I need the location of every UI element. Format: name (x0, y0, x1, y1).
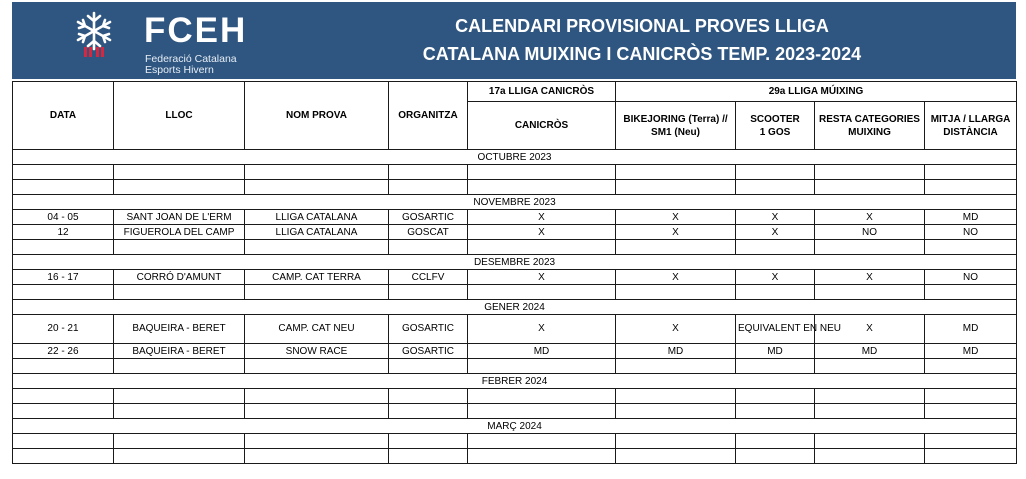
cell-resta: X (815, 270, 925, 285)
header-scooter-line1: SCOOTER (750, 113, 800, 125)
cell-bikejoring: MD (616, 344, 736, 359)
event-row (13, 270, 1017, 285)
logo-wordmark: FCEH (144, 11, 248, 50)
month-label: NOVEMBRE 2023 (13, 195, 1017, 210)
event-row (13, 210, 1017, 225)
header-banner (12, 2, 1016, 79)
event-row (13, 315, 1017, 344)
empty-row (13, 434, 1017, 449)
empty-row (13, 165, 1017, 180)
cell-resta: X (815, 210, 925, 225)
cell-bikejoring: X (616, 225, 736, 240)
header-bikejoring (616, 102, 736, 150)
empty-row (13, 285, 1017, 300)
cell-canicros: X (468, 315, 616, 344)
header-mitja-line2: DISTÀNCIA (943, 126, 998, 138)
cell-resta: X (815, 315, 925, 344)
cell-canicros: X (468, 270, 616, 285)
cell-lloc: BAQUEIRA - BERET (114, 315, 245, 344)
cell-scooter: X (736, 225, 815, 240)
cell-canicros: X (468, 210, 616, 225)
group-header-canicros: 17a LLIGA CANICRÒS (468, 82, 616, 102)
empty-row (13, 404, 1017, 419)
cell-scooter: X (736, 270, 815, 285)
cell-scooter: X (736, 210, 815, 225)
logo-subtitle-line2: Esports Hivern (145, 64, 214, 76)
cell-scooter: MD (736, 344, 815, 359)
title-line-1: CALENDARI PROVISIONAL PROVES LLIGA (455, 16, 829, 36)
month-label: DESEMBRE 2023 (13, 255, 1017, 270)
cell-data: 04 - 05 (13, 210, 114, 225)
cell-resta: MD (815, 344, 925, 359)
cell-nom-prova: SNOW RACE (245, 344, 389, 359)
cell-data: 12 (13, 225, 114, 240)
cell-canicros: X (468, 225, 616, 240)
cell-lloc: BAQUEIRA - BERET (114, 344, 245, 359)
empty-row (13, 389, 1017, 404)
header-bikejoring-line1: BIKEJORING (Terra) // (623, 113, 728, 125)
header-nom-prova: NOM PROVA (245, 82, 389, 150)
month-row (13, 419, 1017, 434)
calendar-table (12, 81, 1017, 464)
document-title (392, 12, 892, 68)
cell-organitza: GOSCAT (389, 225, 468, 240)
header-resta-categories (815, 102, 925, 150)
cell-organitza: GOSARTIC (389, 210, 468, 225)
group-header-muixing: 29a LLIGA MÚIXING (616, 82, 1017, 102)
header-organitza: ORGANITZA (389, 82, 468, 150)
cell-nom-prova: LLIGA CATALANA (245, 225, 389, 240)
event-row (13, 225, 1017, 240)
header-lloc: LLOC (114, 82, 245, 150)
month-row (13, 195, 1017, 210)
month-row (13, 150, 1017, 165)
header-resta-line1: RESTA CATEGORIES (819, 113, 920, 125)
header-bikejoring-line2: SM1 (Neu) (651, 126, 700, 138)
month-label: OCTUBRE 2023 (13, 150, 1017, 165)
header-mitja-line1: MITJA / LLARGA (930, 113, 1011, 125)
cell-bikejoring: X (616, 315, 736, 344)
header-canicros: CANICRÒS (468, 102, 616, 150)
cell-organitza: GOSARTIC (389, 344, 468, 359)
cell-mitja: NO (925, 225, 1017, 240)
header-resta-line2: MUIXING (848, 126, 891, 138)
cell-nom-prova: CAMP. CAT NEU (245, 315, 389, 344)
cell-mitja: NO (925, 270, 1017, 285)
month-label: GENER 2024 (13, 300, 1017, 315)
cell-canicros: MD (468, 344, 616, 359)
month-row (13, 374, 1017, 389)
month-row (13, 300, 1017, 315)
empty-row (13, 449, 1017, 464)
snowflake-icon (64, 9, 136, 59)
empty-row (13, 240, 1017, 255)
cell-organitza: CCLFV (389, 270, 468, 285)
cell-data: 22 - 26 (13, 344, 114, 359)
header-scooter-line2: 1 GOS (759, 126, 791, 138)
header-mitja-llarga (925, 102, 1017, 150)
month-label: FEBRER 2024 (13, 374, 1017, 389)
cell-lloc: CORRÓ D'AMUNT (114, 270, 245, 285)
event-row (13, 344, 1017, 359)
cell-scooter: EQUIVALENT EN NEU (736, 315, 815, 344)
cell-nom-prova: LLIGA CATALANA (245, 210, 389, 225)
empty-row (13, 180, 1017, 195)
header-data: DATA (13, 82, 114, 150)
month-row (13, 255, 1017, 270)
logo-subtitle-line1: Federació Catalana (145, 53, 237, 65)
header-scooter (736, 102, 815, 150)
title-line-2: CATALANA MUIXING I CANICRÒS TEMP. 2023-2024 (422, 44, 862, 64)
cell-organitza: GOSARTIC (389, 315, 468, 344)
cell-lloc: FIGUEROLA DEL CAMP (114, 225, 245, 240)
cell-mitja: MD (925, 344, 1017, 359)
cell-mitja: MD (925, 315, 1017, 344)
cell-lloc: SANT JOAN DE L'ERM (114, 210, 245, 225)
month-label: MARÇ 2024 (13, 419, 1017, 434)
cell-data: 20 - 21 (13, 315, 114, 344)
cell-mitja: MD (925, 210, 1017, 225)
cell-nom-prova: CAMP. CAT TERRA (245, 270, 389, 285)
empty-row (13, 359, 1017, 374)
cell-bikejoring: X (616, 210, 736, 225)
cell-data: 16 - 17 (13, 270, 114, 285)
cell-bikejoring: X (616, 270, 736, 285)
cell-resta: NO (815, 225, 925, 240)
